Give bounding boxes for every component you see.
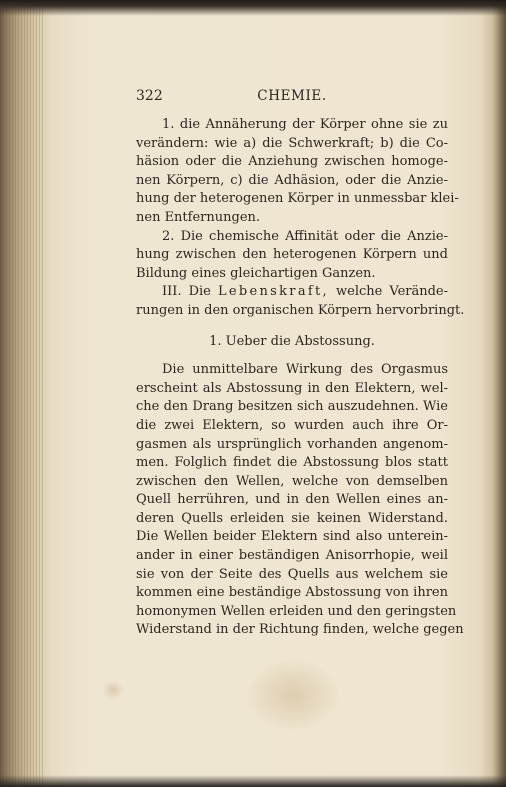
text-line: Bildung eines gleichartigen Ganzen.: [136, 265, 376, 281]
text-line: Die Wellen beider Elektern sind also unterein-: [136, 529, 448, 545]
book-spine-edge: [0, 0, 44, 787]
bottom-shadow: [0, 775, 506, 787]
item3-prefix: III. Die: [162, 284, 211, 300]
paper-spot: [102, 680, 124, 700]
text-line: sie von der Seite des Quells aus welchem sie: [136, 566, 448, 582]
text-line: 1. die Annäherung der Körper ohne sie zu: [162, 117, 448, 132]
text-line: nen Körpern, c) die Adhäsion, oder die Anzie-: [136, 172, 448, 188]
text-line: nen Entfernungen.: [136, 209, 261, 225]
paper-stain: [248, 660, 338, 730]
spaced-term: Lebenskraft,: [217, 284, 329, 300]
text-line: che den Drang besitzen sich auszudehnen. Wie: [136, 399, 448, 415]
text-line: deren Quells erleiden sie keinen Widerstand.: [136, 510, 448, 526]
page-number: 322: [136, 88, 163, 104]
text-line: Widerstand in der Richtung finden, welche gegen: [136, 622, 464, 638]
section-heading: 1. Ueber die Abstossung.: [209, 333, 375, 349]
page-header: [136, 88, 448, 110]
text-line: Quell herrühren, und in den Wellen eines an-: [136, 492, 448, 508]
body-paragraph: [136, 361, 464, 640]
list-item-2: [136, 228, 448, 284]
right-page-edge: [492, 0, 506, 787]
text-line: zwischen den Wellen, welche von demselben: [136, 473, 448, 489]
text-line: men. Folglich findet die Abstossung blos statt: [136, 455, 448, 471]
list-item-3: [136, 283, 465, 320]
body-text: [136, 116, 465, 640]
text-line: hung zwischen den heterogenen Körpern und: [136, 247, 448, 263]
text-line: hung der heterogenen Körper in unmessbar klei-: [136, 191, 459, 207]
text-line: homonymen Wellen erleiden und den geringsten: [136, 603, 457, 619]
text-line: häsion oder die Anziehung zwischen homoge-: [136, 154, 448, 170]
text-line: die zwei Elektern, so wurden auch ihre Or-: [136, 417, 448, 433]
text-line: erscheint als Abstossung in den Elektern, wel-: [136, 380, 448, 396]
item3-rest: welche Verände-: [336, 284, 449, 300]
running-head: CHEMIE.: [257, 88, 327, 104]
text-line: kommen eine beständige Abstossung von ihren: [136, 585, 448, 601]
text-line: Die unmittelbare Wirkung des Orgasmus: [162, 362, 448, 378]
top-shadow: [0, 0, 506, 16]
text-line: verändern: wie a) die Schwerkraft; b) die Co-: [136, 135, 448, 151]
text-line: ander in einer beständigen Anisorrhopie, weil: [136, 548, 448, 564]
text-line: 2. Die chemische Affinität oder die Anzie-: [162, 228, 448, 244]
text-line: [136, 283, 448, 302]
text-line: gasmen als ursprünglich vorhanden angenom-: [136, 436, 448, 452]
text-line: rungen in den organischen Körpern hervorbringt.: [136, 302, 465, 318]
list-item-1: [136, 116, 459, 228]
